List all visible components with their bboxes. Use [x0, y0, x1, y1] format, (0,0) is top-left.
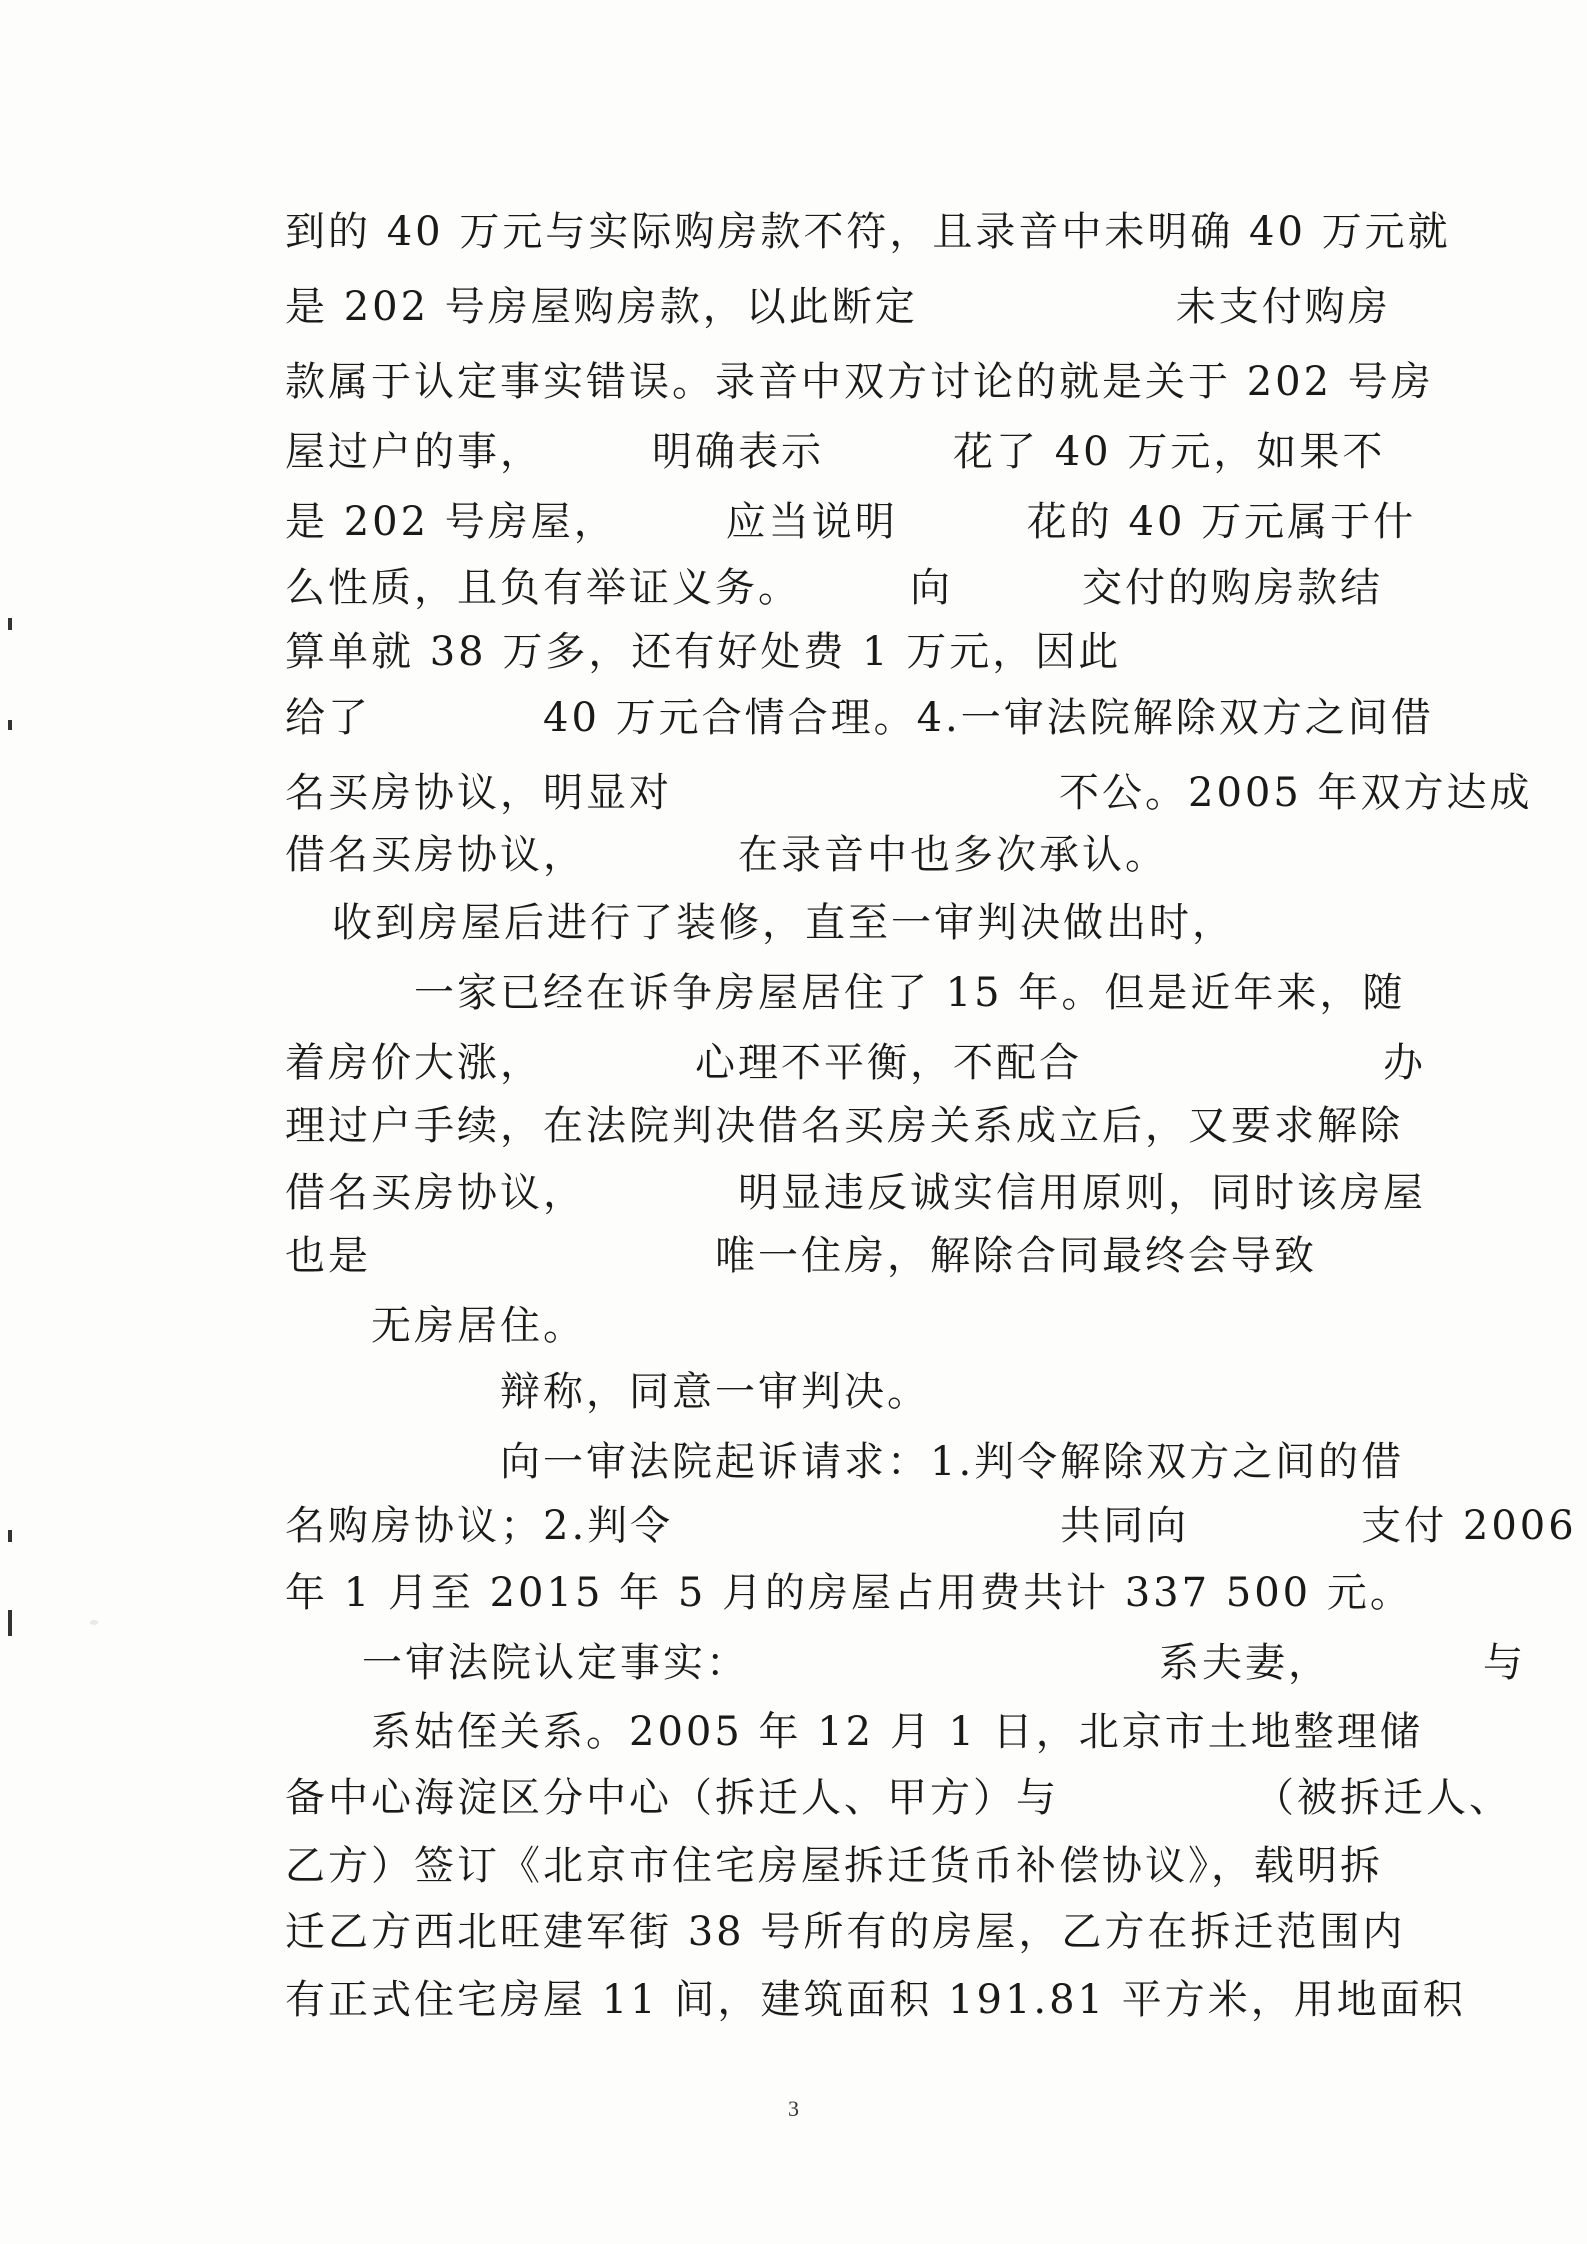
text-line: 理过户手续，在法院判决借名买房关系成立后，又要求解除	[285, 1103, 1403, 1149]
text-line: 无房居住。	[285, 1303, 586, 1349]
text-line: 名买房协议，明显对 不公。2005 年双方达成	[285, 770, 1533, 816]
text-line: 借名买房协议， 明显违反诚实信用原则，同时该房屋	[285, 1170, 1426, 1216]
scan-mark	[8, 1610, 12, 1636]
page-number: 3	[788, 2096, 799, 2121]
text-line: 屋过户的事， 明确表示 花了 40 万元，如果不	[285, 429, 1386, 475]
text-line: 么性质，且负有举证义务。 向 交付的购房款结	[285, 565, 1383, 611]
text-line: 是 202 号房屋， 应当说明 花的 40 万元属于什	[285, 499, 1417, 545]
text-line: 收到房屋后进行了装修，直至一审判决做出时，	[332, 900, 1235, 946]
text-line: 是 202 号房屋购房款，以此断定 未支付购房	[285, 284, 1391, 330]
text-line: 年 1 月至 2015 年 5 月的房屋占用费共计 337 500 元。	[285, 1570, 1413, 1616]
text-line: 乙方）签订《北京市住宅房屋拆迁货币补偿协议》，载明拆	[285, 1843, 1383, 1889]
text-line: 着房价大涨， 心理不平衡，不配合 办	[285, 1040, 1426, 1086]
text-line: 辩称，同意一审判决。	[285, 1369, 930, 1415]
text-line: 给了 40 万元合情合理。4.一审法院解除双方之间借	[285, 695, 1434, 741]
text-line: 借名买房协议， 在录音中也多次承认。	[285, 832, 1168, 878]
text-line: 系姑侄关系。2005 年 12 月 1 日，北京市土地整理储	[285, 1709, 1423, 1755]
text-line: 一家已经在诉争房屋居住了 15 年。但是近年来，随	[285, 970, 1406, 1016]
scan-smudge	[90, 1620, 98, 1625]
text-line: 到的 40 万元与实际购房款不符，且录音中未明确 40 万元就	[285, 209, 1451, 255]
scan-mark	[8, 618, 12, 630]
text-line: 迁乙方西北旺建军街 38 号所有的房屋，乙方在拆迁范围内	[285, 1909, 1406, 1955]
text-line: 有正式住宅房屋 11 间，建筑面积 191.81 平方米，用地面积	[285, 1977, 1466, 2023]
text-line: 款属于认定事实错误。录音中双方讨论的就是关于 202 号房	[285, 359, 1434, 405]
text-line: 也是 唯一住房，解除合同最终会导致	[285, 1233, 1317, 1279]
text-line: 算单就 38 万多，还有好处费 1 万元，因此	[285, 629, 1122, 675]
scan-mark	[8, 720, 12, 730]
text-line: 一审法院认定事实： 系夫妻， 与	[362, 1640, 1526, 1686]
text-line: 向一审法院起诉请求：1.判令解除双方之间的借	[285, 1439, 1405, 1485]
text-line: 备中心海淀区分中心（拆迁人、甲方）与 （被拆迁人、	[285, 1775, 1512, 1821]
text-line: 名购房协议；2.判令 共同向 支付 2006	[285, 1503, 1577, 1549]
scan-mark	[8, 1530, 12, 1542]
